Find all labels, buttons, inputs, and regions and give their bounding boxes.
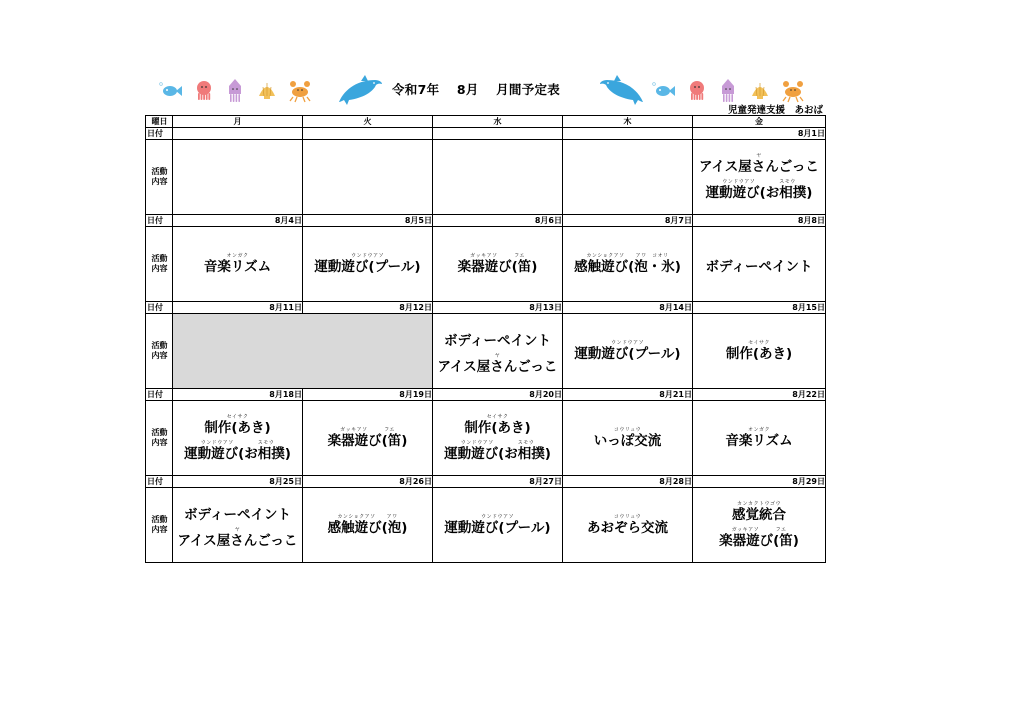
weekday-label: 曜日 <box>146 116 173 128</box>
activity-row <box>146 401 826 476</box>
activity-text: 運動遊び(お相撲) <box>184 446 291 462</box>
sea-creatures-decoration-left <box>157 78 327 104</box>
dolphin-icon-right <box>597 74 647 108</box>
activity-label: 活動 内容 <box>146 488 173 563</box>
date-row <box>146 476 826 488</box>
date-row <box>146 389 826 401</box>
date-cell: 8月13日 <box>433 302 563 314</box>
furigana: ガッキアソ フエ <box>340 427 395 433</box>
activity-label: 活動 内容 <box>146 314 173 389</box>
activity-entry <box>433 253 562 275</box>
date-cell: 8月20日 <box>433 389 563 401</box>
date-cell: 8月25日 <box>173 476 303 488</box>
activity-text: 感触遊び(泡・氷) <box>574 259 681 275</box>
activity-cell <box>433 314 563 389</box>
activity-cell <box>693 401 826 476</box>
furigana: カンショクアソ アワ コオリ <box>586 253 669 259</box>
activity-entry <box>173 527 302 549</box>
activity-text: 楽器遊び(笛) <box>457 259 538 275</box>
activity-entry <box>563 253 692 275</box>
date-row <box>146 215 826 227</box>
date-cell: 8月11日 <box>173 302 303 314</box>
activity-entry <box>563 514 692 536</box>
furigana: ヤ <box>756 153 762 159</box>
activity-row <box>146 227 826 302</box>
furigana: ヤ <box>234 527 241 533</box>
activity-text: 制作(あき) <box>725 346 793 362</box>
date-cell: 8月22日 <box>693 389 826 401</box>
activity-entry <box>173 501 302 523</box>
crab-icon <box>290 81 310 102</box>
furigana: セイサク <box>486 414 509 420</box>
activity-cell <box>173 140 303 215</box>
activity-label: 活動 内容 <box>146 227 173 302</box>
weekday-header: 金 <box>693 116 826 128</box>
date-label: 日付 <box>146 128 173 140</box>
date-label: 日付 <box>146 302 173 314</box>
activity-cell <box>303 401 433 476</box>
activity-text: 音楽リズム <box>725 433 793 449</box>
date-label: 日付 <box>146 389 173 401</box>
date-cell: 8月18日 <box>173 389 303 401</box>
activity-entry <box>693 501 825 523</box>
furigana: ウンドウアソ <box>350 253 384 259</box>
weekday-header: 水 <box>433 116 563 128</box>
activity-cell <box>433 227 563 302</box>
activity-entry <box>303 514 432 536</box>
octopus-icon <box>197 81 211 100</box>
date-cell: 8月29日 <box>693 476 826 488</box>
date-cell: 8月5日 <box>303 215 433 227</box>
shell-icon <box>259 83 275 99</box>
holiday-block <box>173 314 433 389</box>
monthly-schedule-table <box>145 115 826 563</box>
activity-cell <box>433 140 563 215</box>
furigana: セイサク <box>226 414 249 420</box>
date-label: 日付 <box>146 215 173 227</box>
activity-entry <box>693 340 825 362</box>
furigana: コウリュウ <box>613 427 642 433</box>
activity-text: 制作(あき) <box>464 420 531 436</box>
date-cell <box>303 128 433 140</box>
furigana: カンカクトウゴウ <box>736 501 781 507</box>
activity-cell <box>173 488 303 563</box>
activity-entry <box>693 153 825 175</box>
fish-icon <box>653 83 675 96</box>
activity-text: アイス屋さんごっこ <box>699 159 819 175</box>
weekday-header: 月 <box>173 116 303 128</box>
activity-entry <box>173 440 302 462</box>
squid-icon <box>722 79 734 102</box>
activity-text: 運動遊び(プール) <box>314 259 421 275</box>
sea-creatures-decoration-right <box>650 78 820 104</box>
date-cell: 8月19日 <box>303 389 433 401</box>
activity-label: 活動 内容 <box>146 140 173 215</box>
activity-entry <box>693 427 825 449</box>
activity-entry <box>563 427 692 449</box>
activity-cell <box>563 227 693 302</box>
furigana: ウンドウアソ <box>610 340 644 346</box>
activity-row <box>146 140 826 215</box>
activity-text: ボディーペイント <box>705 259 813 275</box>
activity-cell <box>563 140 693 215</box>
date-cell: 8月1日 <box>693 128 826 140</box>
activity-cell <box>303 227 433 302</box>
date-cell: 8月28日 <box>563 476 693 488</box>
activity-entry <box>173 414 302 436</box>
activity-text: 感覚統合 <box>732 507 786 523</box>
furigana: オンガク <box>226 253 249 259</box>
date-cell: 8月21日 <box>563 389 693 401</box>
date-label: 日付 <box>146 476 173 488</box>
activity-entry <box>433 514 562 536</box>
activity-entry <box>693 527 825 549</box>
furigana: ヤ <box>494 353 501 359</box>
activity-cell <box>693 140 826 215</box>
octopus-icon <box>690 81 704 100</box>
page-header <box>145 74 825 116</box>
activity-text: 制作(あき) <box>204 420 271 436</box>
weekday-header: 火 <box>303 116 433 128</box>
furigana: ガッキアソ フエ <box>470 253 525 259</box>
date-cell: 8月4日 <box>173 215 303 227</box>
date-cell: 8月8日 <box>693 215 826 227</box>
activity-cell <box>693 488 826 563</box>
squid-icon <box>229 79 241 102</box>
activity-entry <box>303 253 432 275</box>
furigana: ウンドウアソ スモウ <box>460 440 535 446</box>
activity-text: 音楽リズム <box>203 259 272 275</box>
date-cell <box>433 128 563 140</box>
page-title: 令和7年 8月 月間予定表 <box>392 82 561 97</box>
activity-cell <box>433 488 563 563</box>
activity-entry <box>693 253 825 275</box>
activity-entry <box>693 179 825 201</box>
activity-label: 活動 内容 <box>146 401 173 476</box>
activity-cell <box>173 227 303 302</box>
crab-icon <box>783 81 803 102</box>
activity-row <box>146 314 826 389</box>
activity-cell <box>693 314 826 389</box>
activity-row <box>146 488 826 563</box>
activity-text: 感触遊び(泡) <box>327 520 408 536</box>
furigana: ウンドウアソ <box>480 514 514 520</box>
activity-cell <box>303 488 433 563</box>
date-cell: 8月26日 <box>303 476 433 488</box>
activity-cell <box>563 488 693 563</box>
activity-cell <box>433 401 563 476</box>
furigana: ウンドウアソ スモウ <box>200 440 275 446</box>
activity-text: ボディーペイント <box>184 507 291 523</box>
activity-entry <box>563 340 692 362</box>
activity-cell <box>173 401 303 476</box>
shell-icon <box>752 83 768 99</box>
date-cell: 8月12日 <box>303 302 433 314</box>
activity-entry <box>173 253 302 275</box>
dolphin-icon-left <box>335 74 385 108</box>
activity-cell <box>563 401 693 476</box>
weekday-header: 木 <box>563 116 693 128</box>
furigana: ウンドウアソ スモウ <box>722 179 796 185</box>
furigana: セイサク <box>748 340 770 346</box>
activity-entry <box>433 327 562 349</box>
activity-entry <box>433 353 562 375</box>
activity-text: 楽器遊び(笛) <box>327 433 408 449</box>
furigana: コウリュウ <box>613 514 642 520</box>
activity-text: アイス屋さんごっこ <box>437 359 558 375</box>
organization-name: 児童発達支援 あおば <box>727 105 823 116</box>
activity-text: アイス屋さんごっこ <box>177 533 298 549</box>
activity-entry <box>433 414 562 436</box>
date-cell: 8月6日 <box>433 215 563 227</box>
activity-entry <box>303 427 432 449</box>
activity-cell <box>693 227 826 302</box>
activity-text: 運動遊び(お相撲) <box>705 185 813 201</box>
activity-entry <box>433 440 562 462</box>
date-cell: 8月14日 <box>563 302 693 314</box>
date-cell: 8月15日 <box>693 302 826 314</box>
activity-text: いっぽ交流 <box>593 433 662 449</box>
activity-text: 運動遊び(プール) <box>574 346 681 362</box>
date-cell: 8月7日 <box>563 215 693 227</box>
weekday-header-row <box>146 116 826 128</box>
activity-text: 運動遊び(プール) <box>444 520 551 536</box>
furigana: カンショクアソ アワ <box>337 514 398 520</box>
activity-cell <box>303 140 433 215</box>
fish-icon <box>160 83 182 96</box>
date-cell: 8月27日 <box>433 476 563 488</box>
activity-text: ボディーペイント <box>444 333 551 349</box>
activity-text: 運動遊び(お相撲) <box>444 446 551 462</box>
furigana: オンガク <box>747 427 770 433</box>
activity-cell <box>563 314 693 389</box>
date-row <box>146 302 826 314</box>
activity-text: 楽器遊び(笛) <box>719 533 799 549</box>
activity-text: あおぞら交流 <box>587 520 668 536</box>
date-cell <box>173 128 303 140</box>
date-cell <box>563 128 693 140</box>
date-row <box>146 128 826 140</box>
furigana: ガッキアソ フエ <box>731 527 787 533</box>
